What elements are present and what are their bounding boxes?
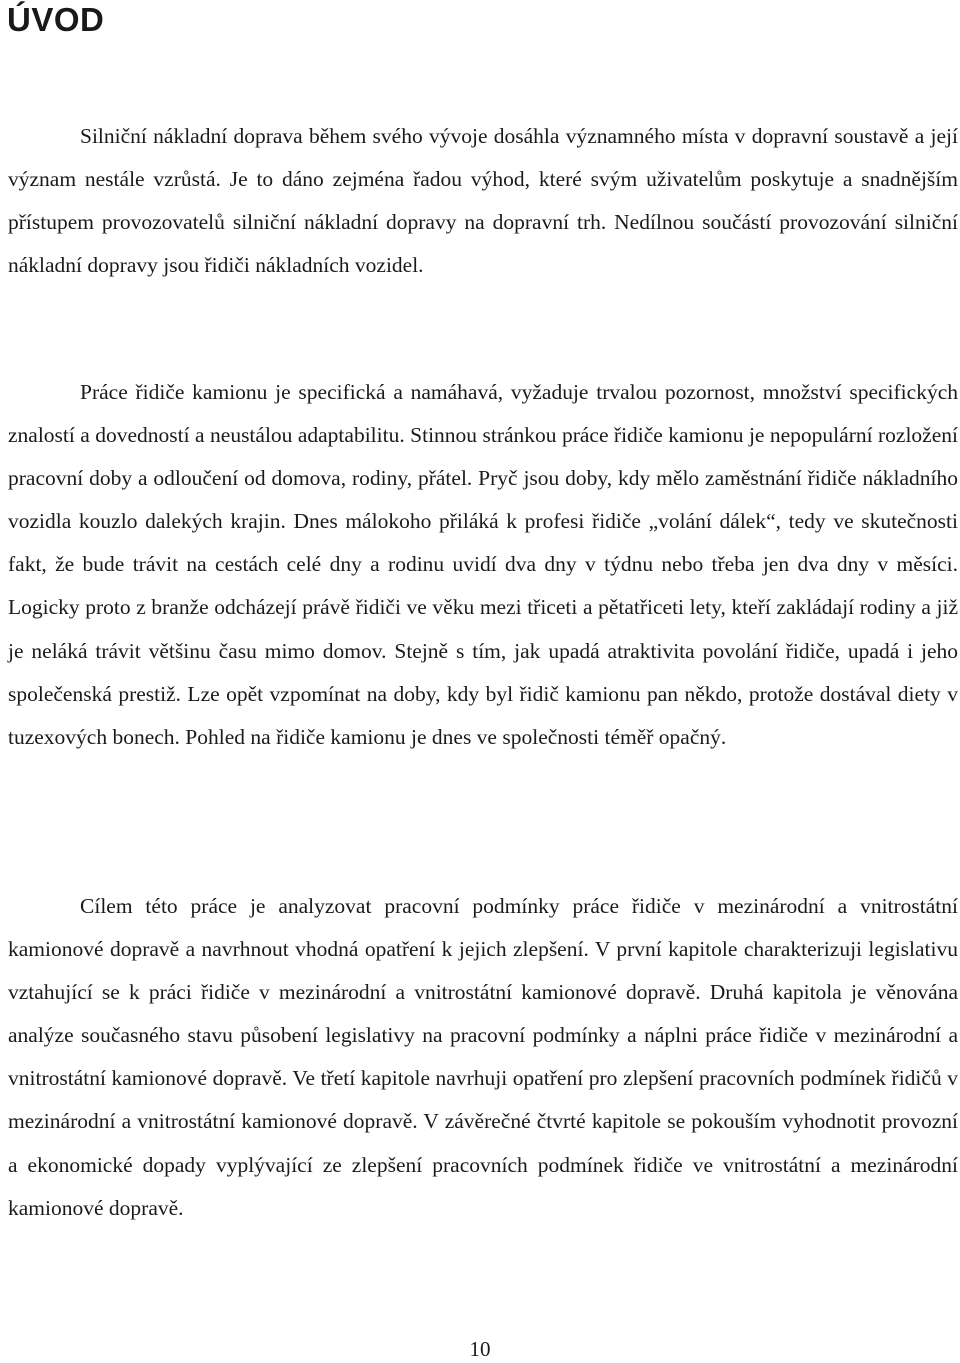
section-heading: ÚVOD — [7, 1, 105, 38]
page-number: 10 — [469, 1337, 491, 1361]
paragraph-thesis-aim: Cílem této práce je analyzovat pracovní podmínky práce řidiče v mezinárodní a vnitrostátní kamionové dopravě a navrhnout vhodná opatření k jejich zlepšení. V první kapitole charakterizuji legislativu vztahující se k práci řidiče v mezinárodní a vnitrostátní kamionové dopravě. Druhá kapitola je věnována analýze současného stavu působení legislativy na pracovní podmínky a náplni práce řidiče v mezinárodní a vnitrostátní kamionové dopravě. Ve třetí kapitole navrhuji opatření pro zlepšení pracovních podmínek řidičů v mezinárodní a vnitrostátní kamionové dopravě. V závěrečné čtvrté kapitole se pokouším vyhodnotit provozní a ekonomické dopady vyplývající ze zlepšení pracovních podmínek řidiče ve vnitrostátní a mezinárodní kamionové dopravě. — [8, 894, 958, 1220]
paragraph-intro: Silniční nákladní doprava během svého vývoje dosáhla významného místa v dopravní soustavě a její význam nestále vzrůstá. Je to dáno zejména řadou výhod, které svým uživatelům poskytuje a snadnějším přístupem provozovatelů silniční nákladní dopravy na dopravní trh. Nedílnou součástí provozování silniční nákladní dopravy jsou řidiči nákladních vozidel. — [8, 124, 958, 278]
paragraph-driver-work: Práce řidiče kamionu je specifická a namáhavá, vyžaduje trvalou pozornost, množství specifických znalostí a dovedností a neustálou adaptabilitu. Stinnou stránkou práce řidiče kamionu je nepopulární rozložení pracovní doby a odloučení od domova, rodiny, přátel. Pryč jsou doby, kdy mělo zaměstnání řidiče nákladního vozidla kouzlo dalekých krajin. Dnes málokoho přiláká k profesi řidiče „volání dálek“, tedy ve skutečnosti fakt, že bude trávit na cestách celé dny a rodinu uvidí dva dny v týdnu nebo třeba jen dva dny v měsíci. Logicky proto z branže odcházejí právě řidiči ve věku mezi třiceti a pětatřiceti lety, kteří zakládají rodiny a již je neláká trávit většinu času mimo domov. Stejně s tím, jak upadá atraktivita povolání řidiče, upadá i jeho společenská prestiž. Lze opět vzpomínat na doby, kdy byl řidič kamionu pan někdo, protože dostával diety v tuzexových bonech. Pohled na řidiče kamionu je dnes ve společnosti téměř opačný. — [8, 380, 958, 749]
